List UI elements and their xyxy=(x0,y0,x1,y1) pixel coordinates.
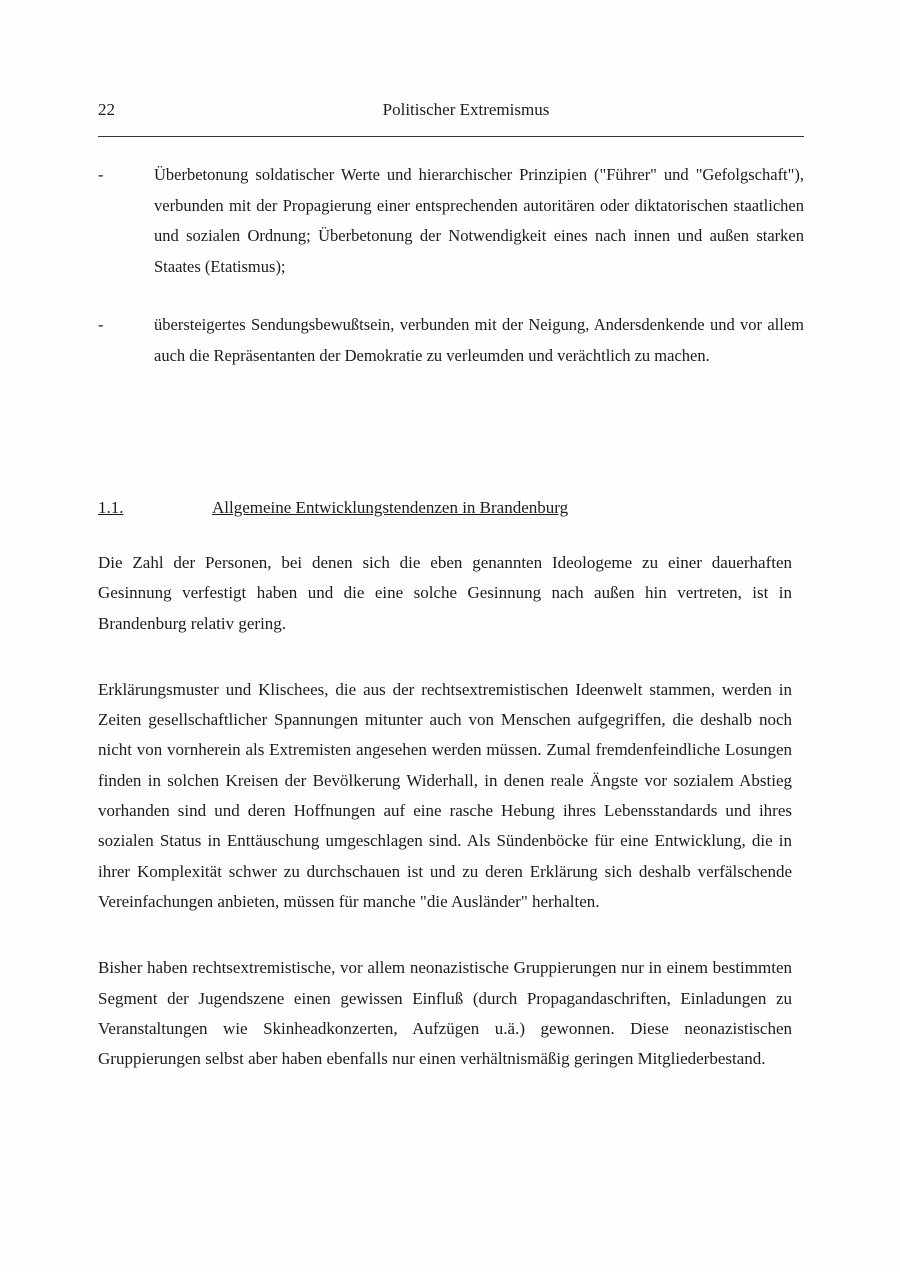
paragraph: Die Zahl der Personen, bei denen sich die eben genannten Ideologeme zu einer dauerhaften Gesinnung verfestigt haben und die eine solche Gesinnung nach außen hin vertreten, ist in Brandenburg relativ gering. xyxy=(98,553,792,633)
list-item xyxy=(98,310,804,371)
bullet-marker: - xyxy=(98,165,104,184)
list-item xyxy=(98,160,804,282)
header-divider xyxy=(98,136,804,137)
bullet-text: Überbetonung soldatischer Werte und hierarchischer Prinzipien ("Führer" und "Gefolgschaft"), verbunden mit der Propagierung einer entsprechenden autoritären oder diktatorischen staatlichen und sozialen Ordnung; Überbetonung der Notwendigkeit eines nach innen und außen starken Staates (Etatismus); xyxy=(154,165,804,276)
bullet-text: übersteigertes Sendungsbewußtsein, verbunden mit der Neigung, Andersdenkende und vor allem auch die Repräsentanten der Demokratie zu verleumden und verächtlich zu machen. xyxy=(154,315,804,365)
body-text xyxy=(98,548,792,1110)
running-header xyxy=(98,100,804,128)
paragraph: Erklärungsmuster und Klischees, die aus der rechtsextremistischen Ideenwelt stammen, werden in Zeiten gesellschaftlicher Spannungen mitunter auch von Menschen aufgegriffen, die deshalb noch nicht von vornherein als Extremisten angesehen werden müssen. Zumal fremdenfeindliche Losungen finden in solchen Kreisen der Bevölkerung Widerhall, in denen reale Ängste vor sozialem Abstieg vorhanden sind und deren Hoffnungen auf eine rasche Hebung ihres Lebensstandards und ihres sozialen Status in Enttäuschung umgeschlagen sind. Als Sündenböcke für eine Entwicklung, die in ihrer Komplexität schwer zu durchschauen ist und zu deren Erklärung sich deshalb verfälschende Vereinfachungen anbieten, müssen für manche "die Ausländer" herhalten. xyxy=(98,679,792,911)
bullet-marker: - xyxy=(98,315,104,334)
running-header-title: Politischer Extremismus xyxy=(382,100,550,119)
paragraph: Bisher haben rechtsextremistische, vor allem neonazistische Gruppierungen nur in einem bestimmten Segment der Jugendszene einen gewissen Einfluß (durch Propagandaschriften, Einladungen zu Veranstaltungen wie Skinheadkonzerten, Aufzügen u.ä.) gewonnen. Diese neonazistischen Gruppierungen selbst aber haben ebenfalls nur einen verhältnismäßig geringen Mitgliederbestand. xyxy=(98,958,792,1069)
section-number: 1.1. xyxy=(98,498,124,517)
section-title: Allgemeine Entwicklungstendenzen in Brandenburg xyxy=(212,498,569,517)
page-number: 22 xyxy=(98,100,115,119)
bullet-list xyxy=(98,160,804,399)
